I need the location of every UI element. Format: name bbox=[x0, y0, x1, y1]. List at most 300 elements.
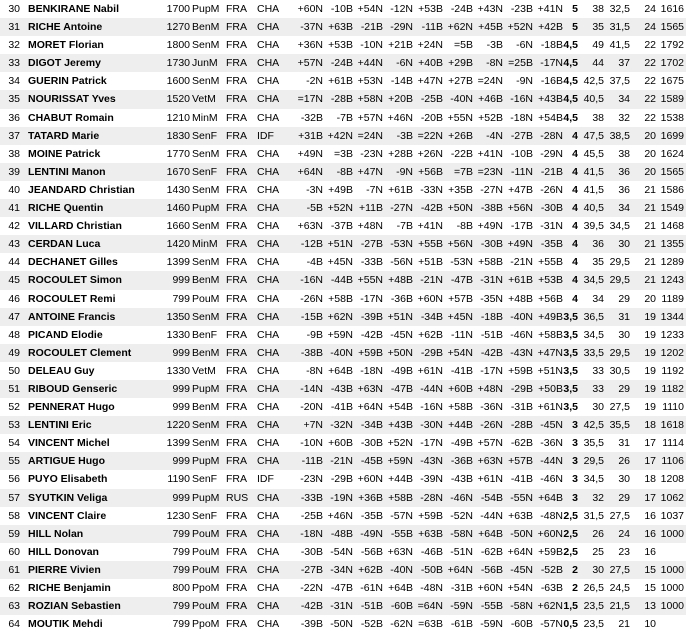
league-cell: CHA bbox=[257, 75, 280, 88]
round-6-cell: -53N bbox=[450, 256, 473, 269]
rank-cell: 48 bbox=[8, 328, 20, 341]
round-9-cell: -18B bbox=[540, 39, 563, 52]
round-4-cell: +43B bbox=[388, 419, 413, 432]
round-4-cell: -6N bbox=[396, 57, 413, 70]
round-5-cell: +62B bbox=[418, 328, 443, 341]
round-4-cell: +52N bbox=[387, 437, 413, 450]
round-1-cell: +49N bbox=[297, 147, 323, 160]
tiebreak-3-cell: 21 bbox=[644, 274, 656, 287]
performance-cell: 1062 bbox=[660, 491, 684, 504]
round-5-cell: +59B bbox=[418, 509, 443, 522]
round-5-cell: -39N bbox=[420, 473, 443, 486]
rank-cell: 46 bbox=[8, 292, 20, 305]
round-8-cell: +56N bbox=[507, 202, 533, 215]
category-cell: BenM bbox=[192, 21, 220, 34]
round-5-cell: -29B bbox=[420, 346, 443, 359]
round-3-cell: -17N bbox=[360, 292, 383, 305]
round-3-cell: +44N bbox=[357, 57, 383, 70]
player-name-cell: BENKIRANE Nabil bbox=[28, 3, 120, 15]
tiebreak-2-cell: 30 bbox=[618, 238, 630, 251]
tiebreak-1-cell: 31,5 bbox=[583, 509, 604, 522]
federation-cell: FRA bbox=[226, 3, 247, 15]
category-cell: PouM bbox=[192, 527, 220, 540]
performance-cell: 1192 bbox=[661, 364, 684, 377]
round-8-cell: -16N bbox=[510, 93, 533, 106]
points-cell: 4,5 bbox=[563, 57, 578, 70]
tiebreak-3-cell: 15 bbox=[644, 582, 656, 594]
round-2-cell: -40N bbox=[330, 346, 353, 359]
federation-cell: FRA bbox=[226, 39, 247, 52]
round-4-cell: +59N bbox=[387, 455, 413, 468]
league-cell: CHA bbox=[257, 3, 280, 15]
tiebreak-2-cell: 34 bbox=[618, 202, 630, 215]
round-5-cell: =63B bbox=[418, 618, 443, 631]
rating-cell: 1830 bbox=[166, 129, 190, 142]
round-4-cell: -45N bbox=[390, 328, 413, 341]
round-2-cell: +63B bbox=[328, 21, 353, 34]
round-9-cell: -36N bbox=[540, 437, 563, 450]
rank-cell: 51 bbox=[8, 382, 20, 395]
round-7-cell: -38B bbox=[480, 202, 503, 215]
rating-cell: 1220 bbox=[166, 419, 190, 432]
tiebreak-1-cell: 44 bbox=[592, 57, 604, 70]
tiebreak-2-cell: 29 bbox=[618, 491, 630, 504]
round-9-cell: -29N bbox=[540, 147, 563, 160]
rank-cell: 41 bbox=[8, 202, 20, 215]
points-cell: 5 bbox=[572, 3, 578, 15]
round-7-cell: -54B bbox=[480, 491, 503, 504]
rating-cell: 1520 bbox=[166, 93, 190, 106]
table-row bbox=[0, 253, 686, 271]
round-2-cell: -32N bbox=[330, 419, 353, 432]
round-3-cell: +57N bbox=[357, 111, 383, 124]
federation-cell: FRA bbox=[226, 527, 247, 540]
tiebreak-3-cell: 19 bbox=[644, 310, 656, 323]
tiebreak-3-cell: 22 bbox=[644, 39, 656, 52]
performance-cell: 1586 bbox=[660, 183, 684, 196]
round-3-cell: +62B bbox=[358, 563, 383, 576]
player-name-cell: DECHANET Gilles bbox=[28, 256, 118, 269]
round-7-cell: -51B bbox=[480, 328, 503, 341]
round-8-cell: +59B bbox=[508, 364, 533, 377]
round-8-cell: -50N bbox=[510, 527, 533, 540]
round-8-cell: -27B bbox=[510, 129, 533, 142]
round-6-cell: =7B bbox=[454, 165, 473, 178]
round-1-cell: -25B bbox=[300, 509, 323, 522]
player-name-cell: MOUTIK Mehdi bbox=[28, 618, 103, 631]
round-1-cell: -16N bbox=[300, 274, 323, 287]
round-7-cell: -8N bbox=[486, 57, 503, 70]
league-cell: CHA bbox=[257, 346, 280, 359]
tiebreak-1-cell: 35,5 bbox=[583, 437, 604, 450]
rating-cell: 1190 bbox=[167, 473, 190, 486]
round-9-cell: +42B bbox=[538, 21, 563, 34]
round-4-cell: -14B bbox=[390, 75, 413, 88]
round-3-cell: -23N bbox=[360, 147, 383, 160]
round-5-cell: =64N bbox=[417, 600, 443, 613]
player-name-cell: ROCOULET Remi bbox=[28, 292, 116, 305]
performance-cell: 1699 bbox=[660, 129, 684, 142]
round-6-cell: -43B bbox=[450, 473, 473, 486]
tiebreak-2-cell: 23 bbox=[618, 545, 630, 558]
rank-cell: 61 bbox=[8, 563, 20, 576]
rating-cell: 1770 bbox=[166, 147, 190, 160]
table-row bbox=[0, 90, 686, 108]
round-3-cell: -61N bbox=[360, 582, 383, 594]
rank-cell: 44 bbox=[8, 256, 20, 269]
round-9-cell: +55B bbox=[538, 256, 563, 269]
federation-cell: FRA bbox=[226, 328, 247, 341]
rating-cell: 800 bbox=[172, 582, 190, 594]
round-3-cell: -39B bbox=[360, 310, 383, 323]
federation-cell: FRA bbox=[226, 183, 247, 196]
round-2-cell: -50N bbox=[330, 618, 353, 631]
round-5-cell: +53B bbox=[418, 3, 443, 15]
round-8-cell: -21N bbox=[510, 256, 533, 269]
round-3-cell: +55N bbox=[357, 274, 383, 287]
round-3-cell: -10N bbox=[360, 39, 383, 52]
rating-cell: 1730 bbox=[166, 57, 190, 70]
category-cell: PouM bbox=[192, 545, 220, 558]
league-cell: CHA bbox=[257, 545, 280, 558]
points-cell: 4 bbox=[572, 147, 578, 160]
round-9-cell: -31N bbox=[540, 220, 563, 233]
round-8-cell: -18N bbox=[510, 111, 533, 124]
points-cell: 5 bbox=[572, 21, 578, 34]
points-cell: 3,5 bbox=[563, 364, 578, 377]
round-1-cell: =17N bbox=[297, 93, 323, 106]
league-cell: CHA bbox=[257, 310, 280, 323]
rank-cell: 49 bbox=[8, 346, 20, 359]
round-6-cell: -46N bbox=[450, 491, 473, 504]
rating-cell: 799 bbox=[172, 563, 190, 576]
round-7-cell: =23N bbox=[477, 165, 503, 178]
tiebreak-1-cell: 45,5 bbox=[583, 147, 604, 160]
round-8-cell: -9N bbox=[516, 75, 533, 88]
round-2-cell: =3B bbox=[334, 147, 353, 160]
points-cell: 4,5 bbox=[563, 39, 578, 52]
category-cell: MinM bbox=[192, 238, 218, 251]
tiebreak-3-cell: 17 bbox=[644, 491, 656, 504]
round-9-cell: -63B bbox=[540, 582, 563, 594]
points-cell: 3,5 bbox=[563, 382, 578, 395]
performance-cell: 1538 bbox=[660, 111, 684, 124]
round-6-cell: -31B bbox=[450, 582, 473, 594]
league-cell: CHA bbox=[257, 238, 280, 251]
performance-cell: 1189 bbox=[661, 292, 684, 305]
player-name-cell: LENTINI Manon bbox=[28, 165, 106, 178]
table-row bbox=[0, 72, 686, 90]
round-2-cell: -19N bbox=[330, 491, 353, 504]
rating-cell: 1270 bbox=[166, 21, 190, 34]
round-4-cell: -40N bbox=[390, 563, 413, 576]
round-9-cell: -35B bbox=[540, 238, 563, 251]
round-6-cell: +57B bbox=[448, 292, 473, 305]
tiebreak-1-cell: 40,5 bbox=[583, 202, 604, 215]
round-1-cell: -2N bbox=[306, 75, 323, 88]
federation-cell: FRA bbox=[226, 346, 247, 359]
rating-cell: 799 bbox=[172, 527, 190, 540]
round-4-cell: -47B bbox=[390, 382, 413, 395]
round-9-cell: -57N bbox=[540, 618, 563, 631]
round-7-cell: -36N bbox=[480, 401, 503, 414]
rating-cell: 999 bbox=[172, 455, 190, 468]
round-6-cell: +44B bbox=[448, 419, 473, 432]
tiebreak-3-cell: 19 bbox=[644, 328, 656, 341]
tiebreak-3-cell: 21 bbox=[644, 202, 656, 215]
federation-cell: FRA bbox=[226, 220, 247, 233]
points-cell: 3,5 bbox=[563, 401, 578, 414]
performance-cell: 1106 bbox=[661, 455, 684, 468]
rank-cell: 38 bbox=[8, 147, 20, 160]
tiebreak-3-cell: 21 bbox=[644, 220, 656, 233]
round-5-cell: -44N bbox=[420, 382, 443, 395]
round-1-cell: -37N bbox=[300, 21, 323, 34]
round-1-cell: -8N bbox=[306, 364, 323, 377]
performance-cell: 1618 bbox=[660, 419, 684, 432]
tiebreak-2-cell: 36 bbox=[618, 165, 630, 178]
rank-cell: 33 bbox=[8, 57, 20, 70]
tiebreak-2-cell: 21,5 bbox=[609, 600, 630, 613]
round-8-cell: -43N bbox=[510, 346, 533, 359]
round-1-cell: -27B bbox=[300, 563, 323, 576]
round-4-cell: +63N bbox=[387, 545, 413, 558]
points-cell: 4 bbox=[572, 165, 578, 178]
category-cell: PpoM bbox=[192, 618, 220, 631]
round-9-cell: +41N bbox=[537, 3, 563, 15]
points-cell: 4,5 bbox=[563, 75, 578, 88]
league-cell: CHA bbox=[257, 202, 280, 215]
league-cell: CHA bbox=[257, 618, 280, 631]
round-7-cell: -55B bbox=[480, 600, 503, 613]
points-cell: 4 bbox=[572, 202, 578, 215]
round-1-cell: -30B bbox=[300, 545, 323, 558]
tiebreak-3-cell: 21 bbox=[644, 183, 656, 196]
round-2-cell: -29B bbox=[330, 473, 353, 486]
category-cell: MinM bbox=[192, 111, 218, 124]
rank-cell: 30 bbox=[8, 3, 20, 15]
tiebreak-1-cell: 33,5 bbox=[583, 346, 604, 359]
federation-cell: FRA bbox=[226, 618, 247, 631]
tiebreak-3-cell: 19 bbox=[644, 364, 656, 377]
round-3-cell: =24N bbox=[357, 129, 383, 142]
tiebreak-1-cell: 35 bbox=[592, 256, 604, 269]
league-cell: CHA bbox=[257, 563, 280, 576]
round-7-cell: -18B bbox=[480, 310, 503, 323]
round-9-cell: +62N bbox=[537, 600, 563, 613]
table-row bbox=[0, 561, 686, 579]
round-8-cell: +63B bbox=[508, 509, 533, 522]
round-3-cell: +63N bbox=[357, 382, 383, 395]
round-6-cell: -61B bbox=[450, 618, 473, 631]
round-7-cell: +45B bbox=[478, 21, 503, 34]
round-1-cell: -14N bbox=[300, 382, 323, 395]
federation-cell: FRA bbox=[226, 147, 247, 160]
tiebreak-1-cell: 30 bbox=[592, 401, 604, 414]
rating-cell: 1660 bbox=[166, 220, 190, 233]
federation-cell: FRA bbox=[226, 165, 247, 178]
tiebreak-1-cell: 23,5 bbox=[583, 600, 604, 613]
category-cell: SenF bbox=[192, 509, 218, 522]
category-cell: SenM bbox=[192, 39, 220, 52]
round-9-cell: +49B bbox=[538, 310, 563, 323]
tiebreak-3-cell: 19 bbox=[644, 382, 656, 395]
points-cell: 3 bbox=[572, 437, 578, 450]
table-row bbox=[0, 579, 686, 597]
player-name-cell: NOURISSAT Yves bbox=[28, 93, 116, 106]
round-2-cell: -31N bbox=[330, 600, 353, 613]
rank-cell: 37 bbox=[8, 129, 20, 142]
round-6-cell: -11N bbox=[451, 328, 473, 341]
round-9-cell: -44N bbox=[540, 455, 563, 468]
round-3-cell: -30B bbox=[360, 437, 383, 450]
player-name-cell: ROCOULET Simon bbox=[28, 274, 122, 287]
round-4-cell: +54B bbox=[388, 401, 413, 414]
round-4-cell: -7B bbox=[396, 220, 413, 233]
rating-cell: 1460 bbox=[166, 202, 190, 215]
round-7-cell: +48N bbox=[477, 382, 503, 395]
player-name-cell: RICHE Antoine bbox=[28, 21, 103, 34]
performance-cell: 1565 bbox=[660, 165, 684, 178]
round-9-cell: -30B bbox=[540, 202, 563, 215]
round-7-cell: -56B bbox=[480, 563, 503, 576]
rank-cell: 62 bbox=[8, 582, 20, 594]
tiebreak-1-cell: 34 bbox=[592, 292, 604, 305]
round-7-cell: -59N bbox=[480, 618, 503, 631]
league-cell: CHA bbox=[257, 527, 280, 540]
round-8-cell: -17B bbox=[510, 220, 533, 233]
tiebreak-1-cell: 47,5 bbox=[583, 129, 604, 142]
league-cell: CHA bbox=[257, 582, 280, 594]
tiebreak-3-cell: 17 bbox=[644, 455, 656, 468]
rank-cell: 40 bbox=[8, 183, 20, 196]
round-5-cell: -43N bbox=[420, 455, 443, 468]
round-2-cell: -34N bbox=[330, 563, 353, 576]
rating-cell: 999 bbox=[172, 346, 190, 359]
round-6-cell: -47B bbox=[450, 274, 473, 287]
performance-cell: 1355 bbox=[660, 238, 684, 251]
table-row bbox=[0, 434, 686, 452]
round-4-cell: -9N bbox=[396, 165, 413, 178]
round-1-cell: -3N bbox=[306, 183, 323, 196]
player-name-cell: MORET Florian bbox=[28, 39, 104, 52]
performance-cell: 1468 bbox=[660, 220, 684, 233]
tiebreak-2-cell: 32,5 bbox=[609, 3, 630, 15]
points-cell: 3,5 bbox=[563, 346, 578, 359]
tiebreak-2-cell: 26 bbox=[618, 455, 630, 468]
performance-cell: 1233 bbox=[660, 328, 684, 341]
table-row bbox=[0, 18, 686, 36]
round-2-cell: -44B bbox=[330, 274, 353, 287]
rating-cell: 1330 bbox=[166, 364, 190, 377]
tiebreak-1-cell: 39,5 bbox=[583, 220, 604, 233]
round-5-cell: +26N bbox=[417, 147, 443, 160]
round-5-cell: -48N bbox=[420, 582, 443, 594]
round-5-cell: =22N bbox=[417, 129, 443, 142]
round-8-cell: -41B bbox=[510, 473, 533, 486]
tiebreak-2-cell: 27,5 bbox=[609, 401, 630, 414]
tiebreak-3-cell: 22 bbox=[644, 93, 656, 106]
round-1-cell: +36N bbox=[297, 39, 323, 52]
round-5-cell: -50B bbox=[420, 563, 443, 576]
round-1-cell: -39B bbox=[300, 618, 323, 631]
round-7-cell: -3B bbox=[486, 39, 503, 52]
round-4-cell: +58B bbox=[388, 491, 413, 504]
federation-cell: FRA bbox=[226, 473, 247, 486]
round-8-cell: -45N bbox=[510, 563, 533, 576]
rating-cell: 1670 bbox=[166, 165, 190, 178]
tiebreak-1-cell: 33 bbox=[592, 382, 604, 395]
round-3-cell: +64N bbox=[357, 401, 383, 414]
round-5-cell: +40B bbox=[418, 57, 443, 70]
round-8-cell: -29B bbox=[510, 382, 533, 395]
tiebreak-3-cell: 16 bbox=[644, 509, 656, 522]
rank-cell: 32 bbox=[8, 39, 20, 52]
round-6-cell: +55N bbox=[447, 111, 473, 124]
round-3-cell: +60N bbox=[357, 473, 383, 486]
performance-cell: 1202 bbox=[660, 346, 684, 359]
round-4-cell: -62N bbox=[390, 618, 413, 631]
rating-cell: 999 bbox=[172, 274, 190, 287]
round-6-cell: +54N bbox=[447, 346, 473, 359]
category-cell: PouM bbox=[192, 292, 220, 305]
round-6-cell: +50N bbox=[447, 202, 473, 215]
round-3-cell: +47N bbox=[357, 165, 383, 178]
league-cell: CHA bbox=[257, 57, 280, 70]
round-1-cell: -18N bbox=[300, 527, 323, 540]
round-8-cell: -28B bbox=[510, 419, 533, 432]
federation-cell: FRA bbox=[226, 582, 247, 594]
federation-cell: FRA bbox=[226, 274, 247, 287]
category-cell: VetM bbox=[192, 364, 216, 377]
round-9-cell: -46N bbox=[540, 473, 563, 486]
points-cell: 2 bbox=[572, 582, 578, 594]
round-5-cell: +60N bbox=[417, 292, 443, 305]
round-5-cell: +51B bbox=[418, 256, 443, 269]
round-2-cell: +58B bbox=[328, 292, 353, 305]
round-2-cell: -21N bbox=[330, 455, 353, 468]
rank-cell: 36 bbox=[8, 111, 20, 124]
player-name-cell: CERDAN Luca bbox=[28, 238, 101, 251]
tiebreak-3-cell: 19 bbox=[644, 401, 656, 414]
round-3-cell: +11B bbox=[358, 202, 383, 215]
table-row bbox=[0, 271, 686, 289]
table-row bbox=[0, 525, 686, 543]
rank-cell: 60 bbox=[8, 545, 20, 558]
federation-cell: FRA bbox=[226, 545, 247, 558]
tiebreak-3-cell: 17 bbox=[644, 437, 656, 450]
round-7-cell: +58B bbox=[478, 256, 503, 269]
round-4-cell: -3B bbox=[396, 129, 413, 142]
points-cell: 2,5 bbox=[563, 509, 578, 522]
round-7-cell: +63N bbox=[477, 455, 503, 468]
federation-cell: FRA bbox=[226, 401, 247, 414]
round-6-cell: -58N bbox=[450, 527, 473, 540]
points-cell: 2,5 bbox=[563, 527, 578, 540]
category-cell: SenM bbox=[192, 220, 220, 233]
tiebreak-2-cell: 29,5 bbox=[609, 274, 630, 287]
round-9-cell: +64B bbox=[538, 491, 563, 504]
round-5-cell: -46B bbox=[420, 545, 443, 558]
player-name-cell: LENTINI Eric bbox=[28, 419, 92, 432]
rank-cell: 59 bbox=[8, 527, 20, 540]
round-8-cell: -62B bbox=[510, 437, 533, 450]
round-4-cell: -12N bbox=[390, 3, 413, 15]
category-cell: SenM bbox=[192, 419, 220, 432]
round-2-cell: -28B bbox=[330, 93, 353, 106]
federation-cell: FRA bbox=[226, 292, 247, 305]
category-cell: PouM bbox=[192, 563, 220, 576]
